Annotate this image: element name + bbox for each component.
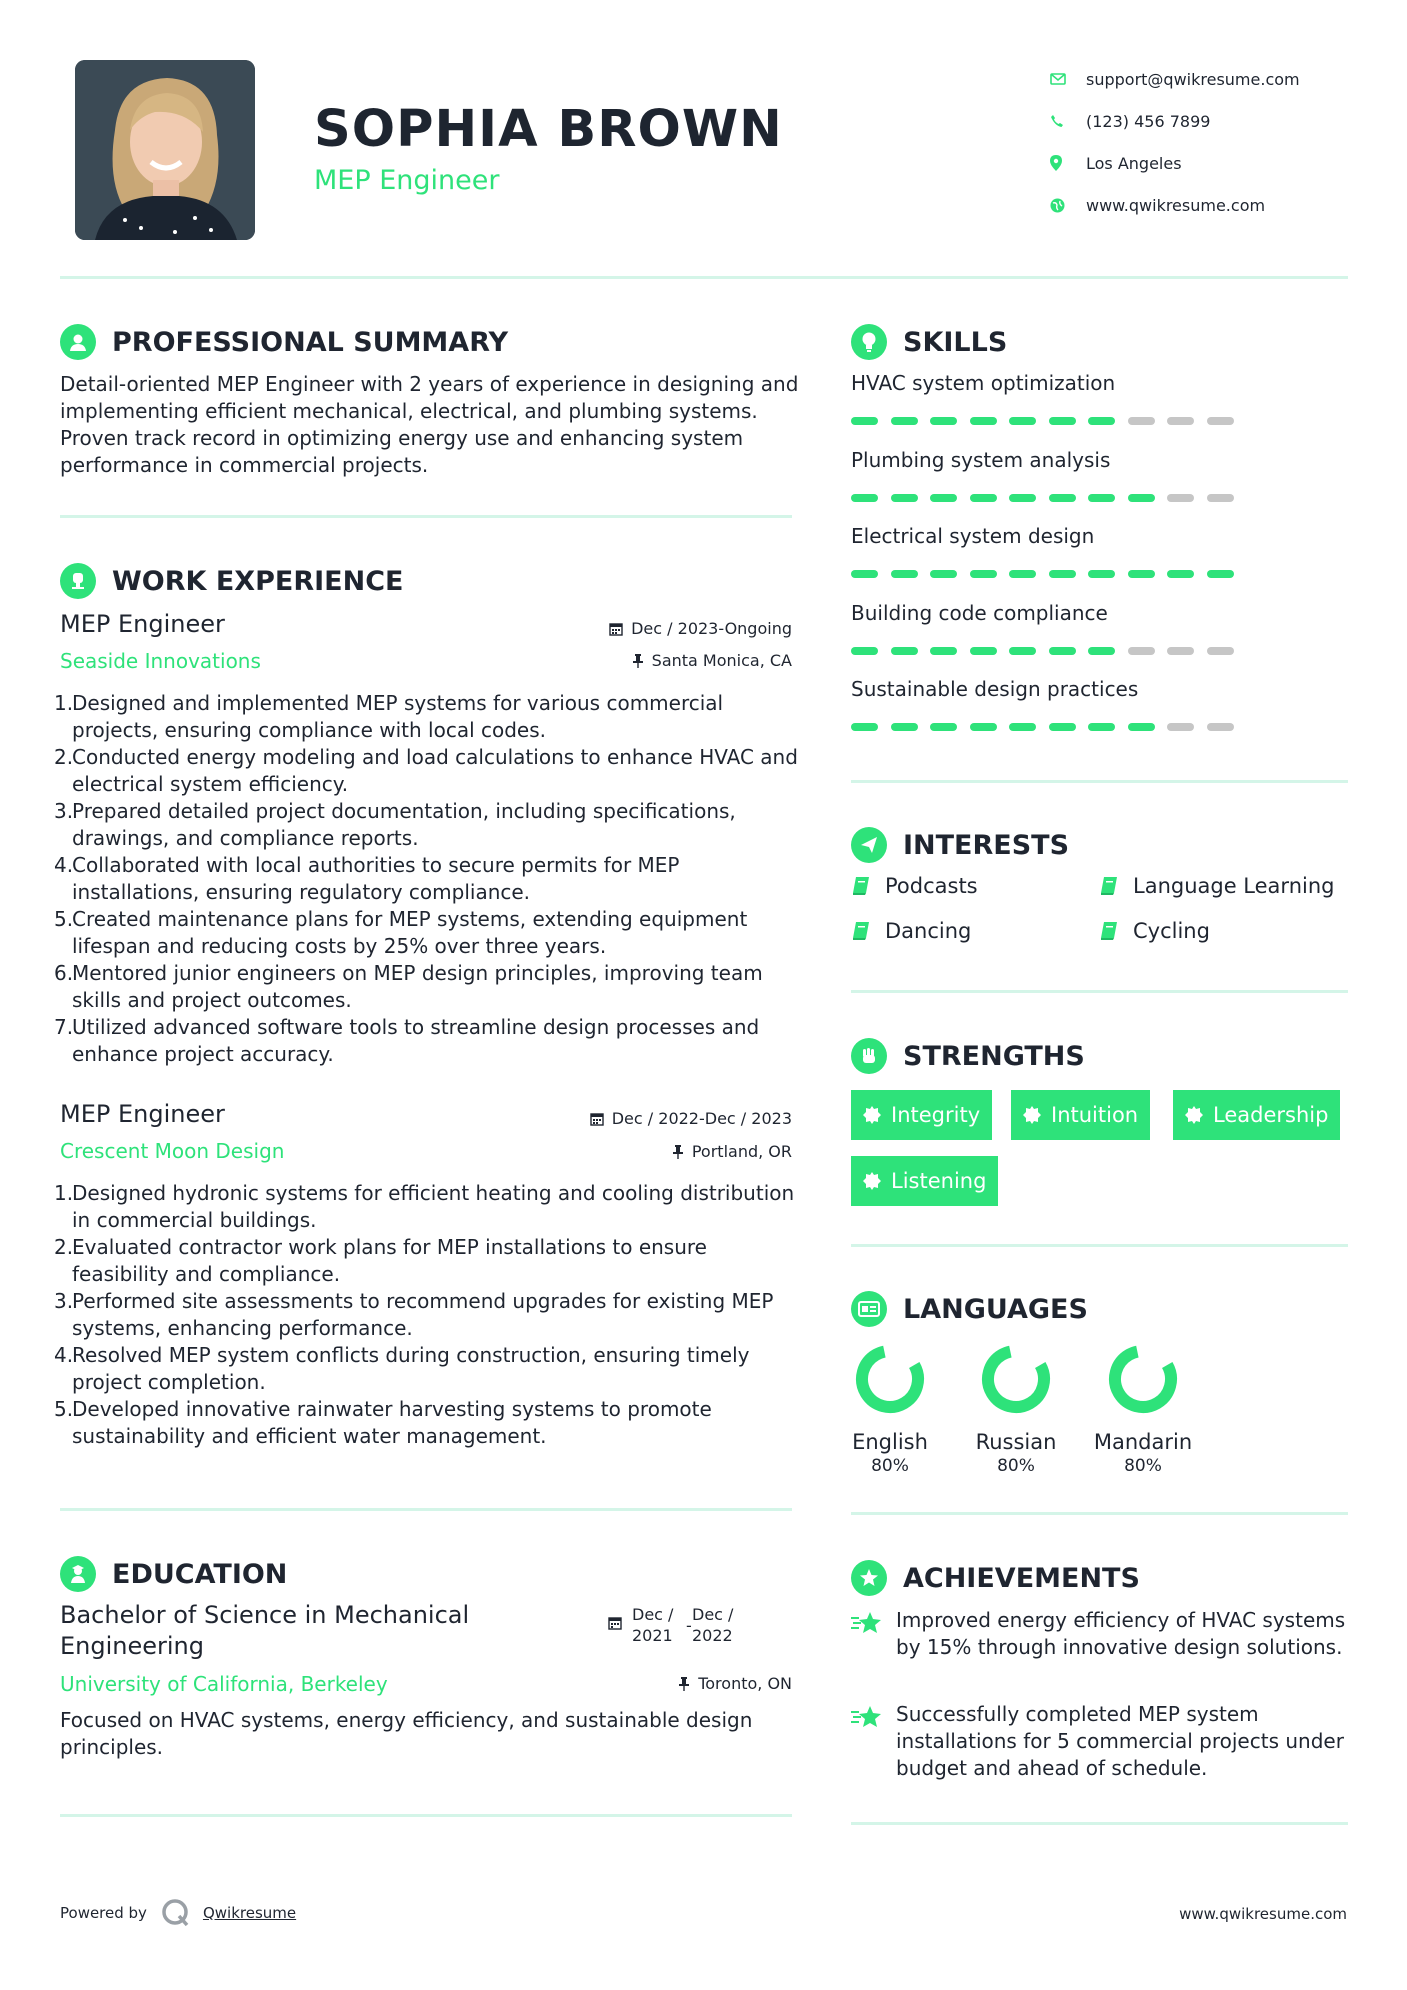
- list-item: 2. Evaluated contractor work plans for MEP installations to ensure feasibility and compliance.: [54, 1235, 707, 1286]
- book-icon: [851, 921, 885, 941]
- skill-segment-filled: [1207, 570, 1234, 578]
- lightbulb-icon: [851, 324, 887, 360]
- education-school: University of California, Berkeley: [60, 1672, 388, 1696]
- education-dates: [608, 1604, 742, 1646]
- contact-phone[interactable]: [1050, 100, 1380, 142]
- job-2-location-text: Portland, OR: [691, 1142, 792, 1161]
- skill-segment-filled: [1049, 647, 1076, 655]
- pushpin-icon: [672, 1145, 684, 1159]
- book-icon: [1099, 876, 1133, 896]
- skill-segment-filled: [1049, 494, 1076, 502]
- job-1-title: MEP Engineer: [60, 610, 225, 638]
- job-1-location-text: Santa Monica, CA: [651, 651, 792, 670]
- badge-check-icon: [863, 1172, 881, 1190]
- achievements-divider: [851, 1822, 1348, 1825]
- calendar-icon: [608, 1604, 622, 1646]
- skill-segment-filled: [970, 417, 997, 425]
- skill-segment-filled: [930, 570, 957, 578]
- contact-website-text: www.qwikresume.com: [1086, 195, 1266, 215]
- strengths-divider: [851, 1244, 1348, 1247]
- education-location: [480, 1674, 792, 1693]
- pushpin-icon: [632, 654, 644, 668]
- list-item: 1. Designed and implemented MEP systems for various commercial projects, ensuring compliance with local codes.: [54, 691, 724, 742]
- footer-powered-by: Powered by Qwikresume: [60, 1898, 296, 1928]
- contact-phone-text: (123) 456 7899: [1086, 111, 1211, 131]
- skill-label: Building code compliance: [851, 600, 1108, 625]
- skill-segment-filled: [1128, 570, 1155, 578]
- map-pin-icon: [1050, 155, 1086, 171]
- language-name: English: [852, 1430, 928, 1454]
- skill-segment-empty: [1167, 647, 1194, 655]
- work-title: WORK EXPERIENCE: [112, 565, 404, 597]
- calendar-icon: [609, 622, 623, 636]
- education-title: EDUCATION: [112, 1558, 288, 1590]
- skill-segment-filled: [891, 570, 918, 578]
- language-level-ring: [1108, 1344, 1178, 1414]
- qwikresume-logo-icon: [161, 1898, 191, 1928]
- job-2-responsibilities: [54, 1180, 800, 1450]
- strengths-title: STRENGTHS: [903, 1040, 1085, 1072]
- skill-segment-filled: [930, 494, 957, 502]
- job-1-dates-text: Dec / 2023-Ongoing: [631, 619, 792, 638]
- skill-segment-filled: [1128, 723, 1155, 731]
- education-degree: Bachelor of Science in Mechanical Engineering: [60, 1601, 470, 1660]
- language-level-ring: [981, 1344, 1051, 1414]
- education-location-text: Toronto, ON: [698, 1674, 792, 1693]
- skill-segment-filled: [1088, 570, 1115, 578]
- work-heading: [60, 563, 403, 599]
- education-heading: [60, 1556, 287, 1592]
- skill-segment-filled: [891, 417, 918, 425]
- strength-chip: Integrity: [851, 1090, 992, 1140]
- education-start-date: Dec / 2021: [632, 1605, 674, 1645]
- interest-item: Cycling: [1099, 919, 1210, 943]
- language-name: Russian: [975, 1430, 1057, 1454]
- footer-brand-link[interactable]: Qwikresume: [202, 1904, 297, 1922]
- skill-segment-empty: [1207, 417, 1234, 425]
- list-item: 2. Conducted energy modeling and load calculations to enhance HVAC and electrical system efficiency.: [54, 745, 798, 796]
- skill-level-bar: [851, 494, 1246, 502]
- contact-list: [1050, 58, 1380, 226]
- language-percent: 80%: [997, 1456, 1035, 1476]
- phone-icon: [1050, 114, 1086, 128]
- candidate-name: SOPHIA BROWN: [314, 100, 783, 159]
- achievements-title: ACHIEVEMENTS: [903, 1562, 1140, 1594]
- skill-label: HVAC system optimization: [851, 371, 1116, 395]
- language-percent: 80%: [1124, 1456, 1162, 1476]
- skill-segment-filled: [1049, 723, 1076, 731]
- skill-segment-empty: [1167, 494, 1194, 502]
- list-item: 4. Collaborated with local authorities to secure permits for MEP installations, ensuring regulatory compliance.: [54, 853, 680, 904]
- list-item: 4. Resolved MEP system conflicts during construction, ensuring timely project completion.: [54, 1343, 750, 1394]
- skill-segment-filled: [851, 570, 878, 578]
- footer-url[interactable]: www.qwikresume.com: [1179, 1905, 1347, 1923]
- strength-chip: Listening: [851, 1156, 998, 1206]
- interest-item: Podcasts: [851, 874, 978, 898]
- skill-segment-empty: [1128, 647, 1155, 655]
- skill-segment-filled: [1009, 417, 1036, 425]
- skill-segment-empty: [1207, 723, 1234, 731]
- achievement-item: Successfully completed MEP system installations for 5 commercial projects under budget and ahead of schedule.: [851, 1701, 1351, 1782]
- user-icon: [60, 324, 96, 360]
- work-divider: [60, 1508, 792, 1511]
- summary-title: PROFESSIONAL SUMMARY: [112, 326, 509, 358]
- fist-icon: [851, 1038, 887, 1074]
- language-item: [1093, 1344, 1193, 1476]
- contact-email[interactable]: [1050, 58, 1380, 100]
- globe-icon: [1050, 198, 1086, 213]
- skill-segment-empty: [1167, 417, 1194, 425]
- candidate-role: MEP Engineer: [314, 165, 500, 196]
- header-divider: [60, 276, 1348, 279]
- badge-check-icon: [1023, 1106, 1041, 1124]
- skill-segment-filled: [1009, 723, 1036, 731]
- skill-segment-filled: [851, 723, 878, 731]
- list-item: 3. Prepared detailed project documentation, including specifications, drawings, and compliance reports.: [54, 799, 736, 850]
- contact-location: [1050, 142, 1380, 184]
- badge-check-icon: [863, 1106, 881, 1124]
- contact-website[interactable]: [1050, 184, 1380, 226]
- list-item: 5. Created maintenance plans for MEP systems, extending equipment lifespan and reducing costs by 25% over three years.: [54, 907, 748, 958]
- language-item: [966, 1344, 1066, 1476]
- skill-segment-filled: [970, 647, 997, 655]
- list-item: 5. Developed innovative rainwater harvesting systems to promote sustainability and efficient water management.: [54, 1397, 712, 1448]
- job-2-dates-text: Dec / 2022-Dec / 2023: [611, 1109, 792, 1128]
- skill-segment-filled: [1088, 647, 1115, 655]
- languages-heading: [851, 1291, 1088, 1327]
- skill-label: Electrical system design: [851, 524, 1095, 548]
- skill-segment-filled: [891, 494, 918, 502]
- skill-segment-filled: [930, 417, 957, 425]
- strength-chip: Intuition: [1011, 1090, 1150, 1140]
- interest-item: Dancing: [851, 919, 971, 943]
- list-item: 6. Mentored junior engineers on MEP design principles, improving team skills and project outcomes.: [54, 961, 763, 1012]
- interest-item: Language Learning: [1099, 874, 1334, 898]
- contact-email-text: support@qwikresume.com: [1086, 69, 1300, 89]
- list-item: 3. Performed site assessments to recommend upgrades for existing MEP systems, enhancing performance.: [54, 1289, 774, 1340]
- strengths-heading: [851, 1038, 1085, 1074]
- skill-segment-filled: [891, 647, 918, 655]
- summary-text: Detail-oriented MEP Engineer with 2 years of experience in designing and implementing efficient mechanical, electrical, and plumbing systems. Proven track record in optimizing energy use and enhancing system performance in commercial projects.: [60, 372, 799, 477]
- briefcase-icon: [60, 563, 96, 599]
- book-icon: [851, 876, 885, 896]
- list-item: 7. Utilized advanced software tools to streamline design processes and enhance project accuracy.: [54, 1015, 760, 1066]
- badge-check-icon: [1185, 1106, 1203, 1124]
- interests-title: INTERESTS: [903, 829, 1070, 861]
- job-2-title: MEP Engineer: [60, 1100, 225, 1128]
- skill-level-bar: [851, 647, 1246, 655]
- id-card-icon: [851, 1291, 887, 1327]
- job-1-company: Seaside Innovations: [60, 649, 261, 673]
- skill-segment-filled: [1088, 417, 1115, 425]
- skill-segment-filled: [970, 570, 997, 578]
- summary-divider: [60, 515, 792, 518]
- strength-chip: Leadership: [1173, 1090, 1340, 1140]
- contact-location-text: Los Angeles: [1086, 153, 1182, 173]
- job-2-location: [480, 1142, 792, 1161]
- achievement-item: Improved energy efficiency of HVAC systems by 15% through innovative design solutions.: [851, 1607, 1351, 1661]
- skill-level-bar: [851, 417, 1246, 425]
- skill-segment-filled: [1009, 570, 1036, 578]
- skill-segment-empty: [1128, 417, 1155, 425]
- skill-segment-filled: [1049, 417, 1076, 425]
- skill-segment-filled: [851, 417, 878, 425]
- skill-level-bar: [851, 723, 1246, 731]
- skill-label: Plumbing system analysis: [851, 447, 1111, 472]
- graduate-icon: [60, 1556, 96, 1592]
- envelope-icon: [1050, 73, 1086, 85]
- skill-segment-empty: [1167, 723, 1194, 731]
- skill-segment-filled: [1167, 570, 1194, 578]
- skills-divider: [851, 780, 1348, 783]
- job-2-dates: [480, 1109, 792, 1128]
- languages-title: LANGUAGES: [903, 1293, 1088, 1325]
- skill-segment-filled: [851, 494, 878, 502]
- education-text: Focused on HVAC systems, energy efficiency, and sustainable design principles.: [60, 1708, 753, 1759]
- job-1-dates: [480, 619, 792, 638]
- shooting-star-icon: [851, 1607, 896, 1661]
- job-1-location: [480, 651, 792, 670]
- interests-divider: [851, 990, 1348, 993]
- education-divider: [60, 1814, 792, 1817]
- profile-photo: [75, 60, 255, 240]
- skill-segment-filled: [1088, 723, 1115, 731]
- job-2-company: Crescent Moon Design: [60, 1139, 285, 1163]
- skill-level-bar: [851, 570, 1246, 578]
- skills-heading: [851, 324, 1007, 360]
- language-level-ring: [855, 1344, 925, 1414]
- list-item: 1. Designed hydronic systems for efficient heating and cooling distribution in commercial buildings.: [54, 1181, 795, 1232]
- skill-segment-filled: [1009, 494, 1036, 502]
- skill-segment-filled: [891, 723, 918, 731]
- star-badge-icon: [851, 1560, 887, 1596]
- skill-segment-filled: [1009, 647, 1036, 655]
- skill-segment-filled: [970, 723, 997, 731]
- achievements-heading: [851, 1560, 1140, 1596]
- education-end-date: - Dec / 2022: [686, 1605, 734, 1645]
- skill-label: Sustainable design practices: [851, 677, 1139, 701]
- skill-segment-filled: [1088, 494, 1115, 502]
- summary-heading: [60, 324, 508, 360]
- skill-segment-filled: [970, 494, 997, 502]
- skill-segment-empty: [1207, 494, 1234, 502]
- job-1-responsibilities: [54, 690, 800, 1068]
- paper-plane-icon: [851, 827, 887, 863]
- shooting-star-icon: [851, 1701, 896, 1782]
- skill-segment-filled: [930, 723, 957, 731]
- skill-segment-filled: [930, 647, 957, 655]
- skill-segment-filled: [1049, 570, 1076, 578]
- skill-segment-filled: [1128, 494, 1155, 502]
- skill-segment-filled: [851, 647, 878, 655]
- languages-divider: [851, 1512, 1348, 1515]
- interests-heading: [851, 827, 1069, 863]
- language-percent: 80%: [871, 1456, 909, 1476]
- language-name: Mandarin: [1093, 1430, 1193, 1454]
- language-item: [840, 1344, 940, 1476]
- skill-segment-empty: [1207, 647, 1234, 655]
- book-icon: [1099, 921, 1133, 941]
- calendar-icon: [590, 1112, 604, 1126]
- skills-title: SKILLS: [903, 326, 1008, 358]
- pushpin-icon: [678, 1677, 690, 1691]
